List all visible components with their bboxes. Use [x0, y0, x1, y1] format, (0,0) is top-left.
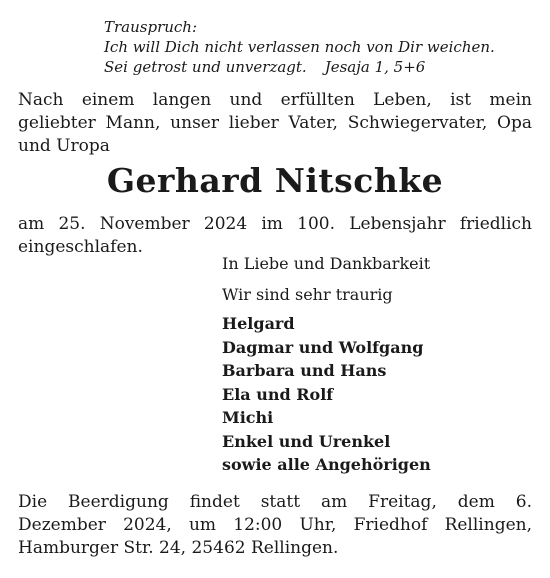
intro-text: [18, 89, 532, 158]
verse-text: Sei getrost und unverzagt.: [104, 58, 307, 76]
funeral-line-3: Hamburger Str. 24, 25462 Rellingen.: [18, 538, 339, 558]
mourner-name: Barbara und Hans: [222, 361, 387, 380]
intro-line-2: geliebter Mann, unser lieber Vater, Schwiegervater, Opa: [18, 113, 532, 133]
gratitude-phrase: In Liebe und Dankbarkeit: [222, 254, 431, 273]
mourner-name: Ela und Rolf: [222, 384, 334, 404]
mourner-name: Helgard: [222, 314, 295, 333]
deceased-name: Gerhard Nitschke: [106, 161, 444, 200]
death-line-1: am 25. November 2024 im 100. Lebensjahr friedlich: [18, 214, 532, 234]
verse-reference: Jesaja 1, 5+6: [324, 58, 426, 76]
sorrow-phrase: Wir sind sehr traurig: [222, 285, 393, 304]
funeral-line-1: Die Beerdigung findet statt am Freitag, dem 6.: [18, 492, 532, 512]
mourner-name: Enkel und Urenkel: [222, 431, 391, 451]
verse-line-1: Ich will Dich nicht verlassen noch von Dir weichen.: [104, 38, 495, 56]
mourner-name: Michi: [222, 408, 274, 427]
funeral-details: [18, 491, 532, 560]
funeral-line-2: Dezember 2024, um 12:00 Uhr, Friedhof Rellingen,: [18, 515, 532, 535]
death-line-2: eingeschlafen.: [18, 237, 143, 257]
intro-line-1: Nach einem langen und erfüllten Leben, ist mein: [18, 90, 532, 110]
mourners-list: [222, 312, 431, 477]
verse-label: Trauspruch:: [104, 18, 198, 36]
mourner-name: sowie alle Angehörigen: [222, 455, 431, 474]
intro-line-3: und Uropa: [18, 136, 110, 156]
verse-line-2: [104, 57, 534, 77]
closing-phrases: [222, 253, 430, 306]
mourner-name: Dagmar und Wolfgang: [222, 337, 424, 357]
wedding-verse: [104, 17, 534, 77]
